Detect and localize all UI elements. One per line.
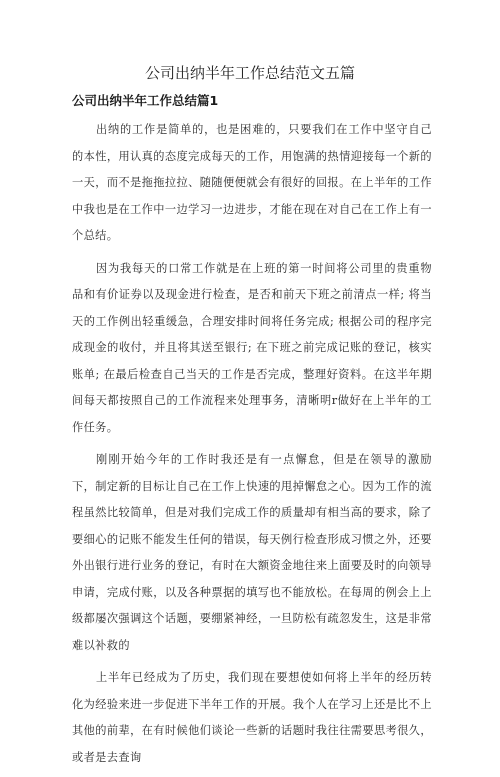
paragraph-1: 出纳的工作是简单的，也是困难的，只要我们在工作中坚守自己的本性，用认真的态度完成每天的工作，用饱满的热情迎接每一个新的一天，而不是拖拖拉拉、随随便便就会有很好的回报。在上半年的工作中我也是在工作中一边学习一边进步，才能在现在对自己在工作上有一个总结。 [72, 123, 432, 242]
document-body [72, 117, 432, 777]
paragraph-4: 上半年已经成为了历史，我们现在要想使如何将上半年的经历转化为经验来进一步促进下半年工作的开展。我个人在学习上还是比不上其他的前辈，在有时候他们谈论一些新的话题时我往往需要思考很久，或者是去查询 [72, 671, 432, 764]
paragraph-3: 刚刚开始今年的工作时我还是有一点懈怠，但是在领导的激励下，制定新的目标让自己在工作上快速的甩掉懈怠之心。因为工作的流程虽然比较简单，但是对我们完成工作的质量却有相当高的要求，除了要细心的记账不能发生任何的错误，每天例行检查形成习惯之外，还要外出银行进行业务的登记，有时在大额资金地往来上面要及时的向领导申请，完成付账，以及各种票据的填写也不能放松。在每周的例会上上级都屡次强调这个话题，要绷紧神经，一旦防松有疏忽发生，这是非常难以补救的 [72, 453, 432, 652]
paragraph-2: 因为我每天的口常工作就是在上班的第一时间将公司里的贵重物品和有价证券以及现金进行检查，是否和前天下班之前清点一样; 将当天的工作例出轻重缓急，合理安排时间将任务完成; 根据公司的程序完成现金的收付，并且将其送至银行; 在下班之前完成记账的登记，核实账单; 在最后检查自己当天的工作是否完成，整理好资料。在这半年期间每天都按照自己的工作流程来处理事务，清晰明r做好在上半年的工作任务。 [72, 261, 432, 434]
section-heading: 公司出纳半年工作总结篇1 [72, 93, 219, 108]
document-title: 公司出纳半年工作总结范文五篇 [144, 64, 355, 82]
